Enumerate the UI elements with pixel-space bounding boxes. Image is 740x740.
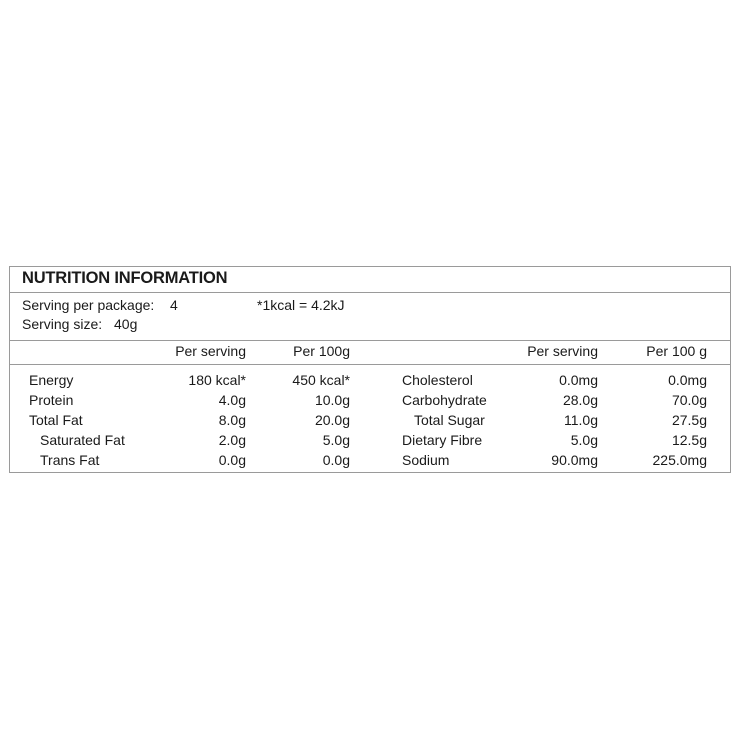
nutrient-label-protein: Protein [29, 392, 74, 408]
nutrient-label-trans-fat: Trans Fat [40, 452, 100, 468]
nutrient-label-carbohydrate: Carbohydrate [402, 392, 487, 408]
kcal-conversion-note: *1kcal = 4.2kJ [257, 297, 345, 313]
serving-size-label: Serving size: [22, 316, 103, 332]
serving-size-value: 40g [114, 316, 138, 332]
nutrient-value-saturated-fat-100: 5.0g [322, 432, 350, 448]
nutrient-value-sodium-serving: 90.0mg [551, 452, 598, 468]
header-left-per-100: Per 100g [293, 343, 350, 359]
divider [10, 292, 730, 293]
nutrient-label-dietary-fibre: Dietary Fibre [402, 432, 483, 448]
nutrient-value-sodium-100: 225.0mg [652, 452, 707, 468]
header-left-per-serving: Per serving [175, 343, 246, 359]
nutrient-value-total-fat-serving: 8.0g [218, 412, 246, 428]
serving-per-package-value: 4 [170, 297, 178, 313]
nutrient-value-total-sugar-100: 27.5g [671, 412, 707, 428]
nutrient-value-carbohydrate-100: 70.0g [671, 392, 707, 408]
nutrient-value-total-sugar-serving: 11.0g [564, 412, 598, 428]
nutrient-value-trans-fat-100: 0.0g [322, 452, 350, 468]
nutrition-panel [9, 266, 731, 473]
nutrient-label-saturated-fat: Saturated Fat [40, 432, 125, 448]
header-right-per-serving: Per serving [527, 343, 598, 359]
nutrient-value-trans-fat-serving: 0.0g [218, 452, 246, 468]
nutrient-value-cholesterol-100: 0.0mg [668, 372, 707, 388]
nutrient-value-total-fat-100: 20.0g [314, 412, 350, 428]
header-right-per-100: Per 100 g [646, 343, 707, 359]
nutrient-value-dietary-fibre-serving: 5.0g [570, 432, 598, 448]
divider [10, 364, 730, 365]
nutrient-value-protein-100: 10.0g [314, 392, 350, 408]
nutrient-value-energy-serving: 180 kcal* [188, 372, 246, 388]
nutrient-value-dietary-fibre-100: 12.5g [671, 432, 707, 448]
nutrient-value-saturated-fat-serving: 2.0g [218, 432, 246, 448]
nutrient-value-carbohydrate-serving: 28.0g [562, 392, 598, 408]
nutrient-value-protein-serving: 4.0g [218, 392, 246, 408]
nutrient-value-cholesterol-serving: 0.0mg [559, 372, 598, 388]
nutrient-label-energy: Energy [29, 372, 74, 388]
nutrient-label-total-sugar: Total Sugar [414, 412, 485, 428]
nutrient-label-sodium: Sodium [402, 452, 450, 468]
nutrient-value-energy-100: 450 kcal* [292, 372, 350, 388]
panel-title: NUTRITION INFORMATION [22, 269, 228, 287]
nutrient-label-total-fat: Total Fat [29, 412, 83, 428]
nutrient-label-cholesterol: Cholesterol [402, 372, 473, 388]
divider [10, 340, 730, 341]
serving-per-package-label: Serving per package: [22, 297, 155, 313]
